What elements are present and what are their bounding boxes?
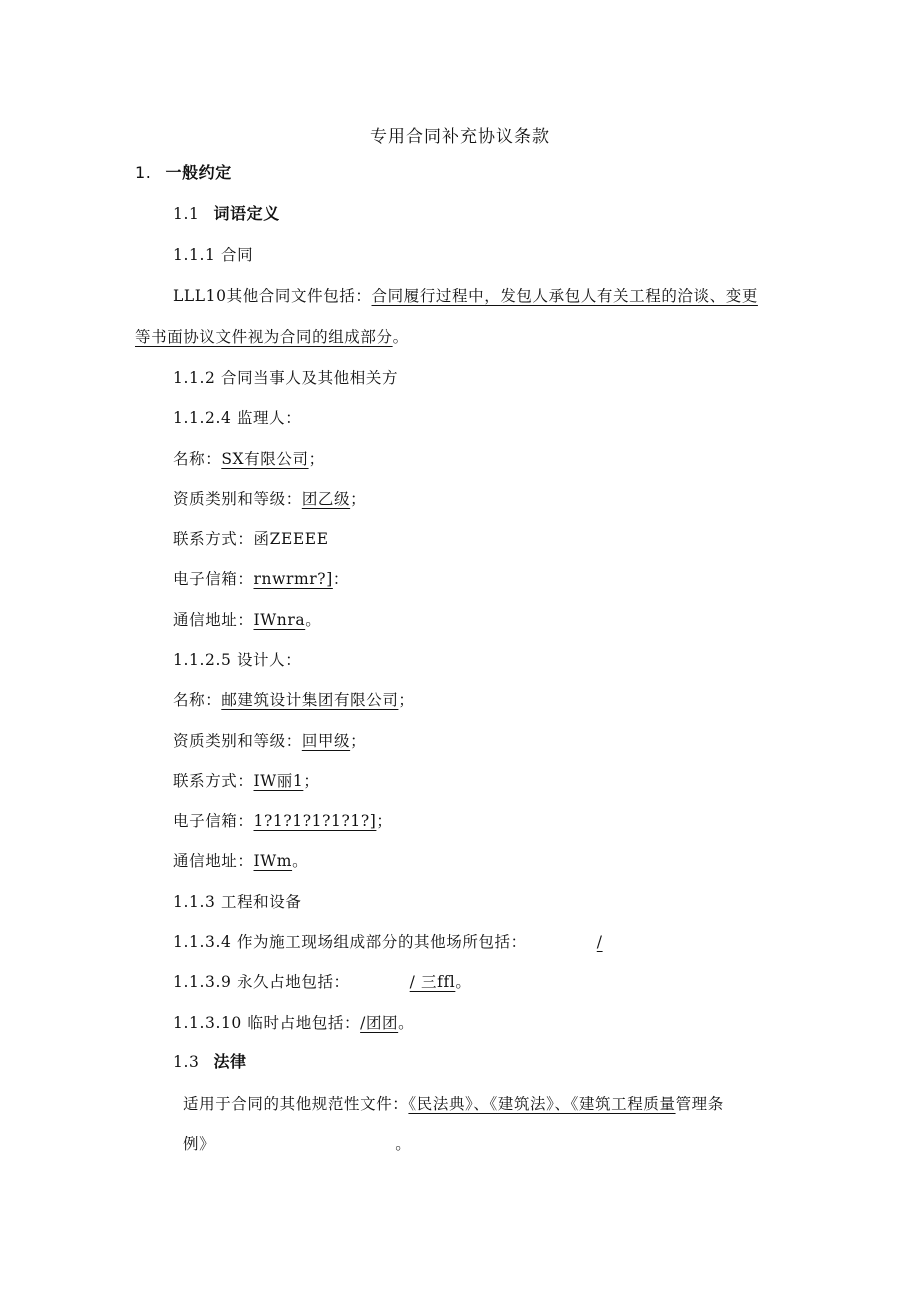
field-value: / 三ffl — [409, 973, 456, 991]
section-1-3-heading — [173, 1052, 247, 1072]
clause-designer-heading: 1.1.2.5 设计人： — [173, 651, 302, 669]
field-label: 适用于合同的其他规范性文件： — [183, 1095, 409, 1113]
section-number: 1. — [135, 163, 152, 182]
designer-name — [173, 690, 415, 710]
field-value: 《民法典》、《建筑法》、《建筑工程质量 — [408, 1095, 676, 1113]
clause-value: 等书面协议文件视为合同的组成部分 — [135, 328, 393, 346]
field-value: IWnra — [253, 611, 306, 629]
field-value: / — [596, 933, 603, 951]
field-value-rest: 管理条 — [675, 1095, 724, 1113]
punct: ； — [350, 732, 367, 750]
field-value: SX有限公司 — [221, 450, 309, 468]
law-clause-cont — [183, 1134, 411, 1154]
field-label: 1.1.3.4 作为施工现场组成部分的其他场所包括： — [173, 933, 527, 951]
punct: 。 — [392, 328, 409, 346]
clause-1-1-2: 1.1.2 合同当事人及其他相关方 — [173, 369, 399, 387]
field-label: 通信地址： — [173, 852, 254, 870]
supervisor-address — [173, 610, 321, 630]
field-label: 资质类别和等级： — [173, 490, 302, 508]
clause-1-1-3: 1.1.3 工程和设备 — [173, 893, 302, 911]
field-label: 资质类别和等级： — [173, 732, 302, 750]
designer-email — [173, 811, 393, 831]
supervisor-email — [173, 569, 349, 589]
supervisor-qualification — [173, 489, 366, 509]
punct: ； — [350, 490, 367, 508]
punct: 。 — [305, 611, 322, 629]
designer-address — [173, 851, 308, 871]
section-title: 法律 — [213, 1052, 247, 1071]
field-value: 回甲级 — [301, 732, 351, 750]
punct: 。 — [395, 1135, 412, 1153]
field-value: 例》 — [183, 1135, 216, 1153]
punct: ； — [308, 450, 325, 468]
supervisor-name — [173, 449, 325, 469]
punct: ： — [332, 570, 349, 588]
field-label: 名称： — [173, 450, 222, 468]
field-label: 联系方式： — [173, 772, 254, 790]
section-1-1-heading — [173, 204, 280, 224]
supervisor-contact: 联系方式：函ZEEEE — [173, 530, 329, 548]
field-label: 通信地址： — [173, 611, 254, 629]
field-value: IW丽1 — [253, 772, 304, 790]
designer-contact — [173, 771, 319, 791]
section-number: 1.3 — [173, 1053, 200, 1071]
field-label: 1.1.3.10 临时占地包括： — [173, 1014, 361, 1032]
section-1-heading — [135, 163, 232, 183]
section-title: 词语定义 — [213, 204, 280, 223]
field-label: 电子信箱： — [173, 570, 254, 588]
clause-1-1-3-10 — [173, 1013, 414, 1033]
clause-1-1-1: 1.1.1 合同 — [173, 246, 254, 264]
clause-supervisor-heading: 1.1.2.4 监理人： — [173, 409, 302, 427]
punct: 。 — [398, 1014, 415, 1032]
punct: ； — [398, 691, 415, 709]
designer-qualification — [173, 731, 366, 751]
clause-label: LLL10其他合同文件包括： — [173, 287, 372, 305]
clause-other-contract-docs — [173, 286, 758, 306]
law-clause — [183, 1094, 724, 1114]
field-value: 1?1?1?1?1?1?] — [253, 812, 377, 830]
field-value: IWm — [253, 852, 293, 870]
field-label: 电子信箱： — [173, 812, 254, 830]
field-value: 团乙级 — [301, 490, 351, 508]
field-value: rnwrmr?] — [253, 570, 333, 588]
punct: ； — [303, 772, 320, 790]
field-label: 1.1.3.9 永久占地包括： — [173, 973, 350, 991]
section-title: 一般约定 — [165, 163, 232, 182]
punct: 。 — [455, 973, 472, 991]
clause-other-contract-docs-cont — [135, 327, 409, 347]
document-title: 专用合同补充协议条款 — [370, 127, 550, 147]
field-label: 名称： — [173, 691, 222, 709]
section-number: 1.1 — [173, 205, 200, 223]
clause-1-1-3-9 — [173, 972, 471, 992]
punct: ； — [376, 812, 393, 830]
clause-1-1-3-4 — [173, 932, 603, 952]
clause-value: 合同履行过程中，发包人承包人有关工程的洽谈、变更 — [371, 287, 758, 305]
field-value: /团团 — [360, 1014, 399, 1032]
field-value: 邮建筑设计集团有限公司 — [221, 691, 399, 709]
punct: 。 — [292, 852, 309, 870]
